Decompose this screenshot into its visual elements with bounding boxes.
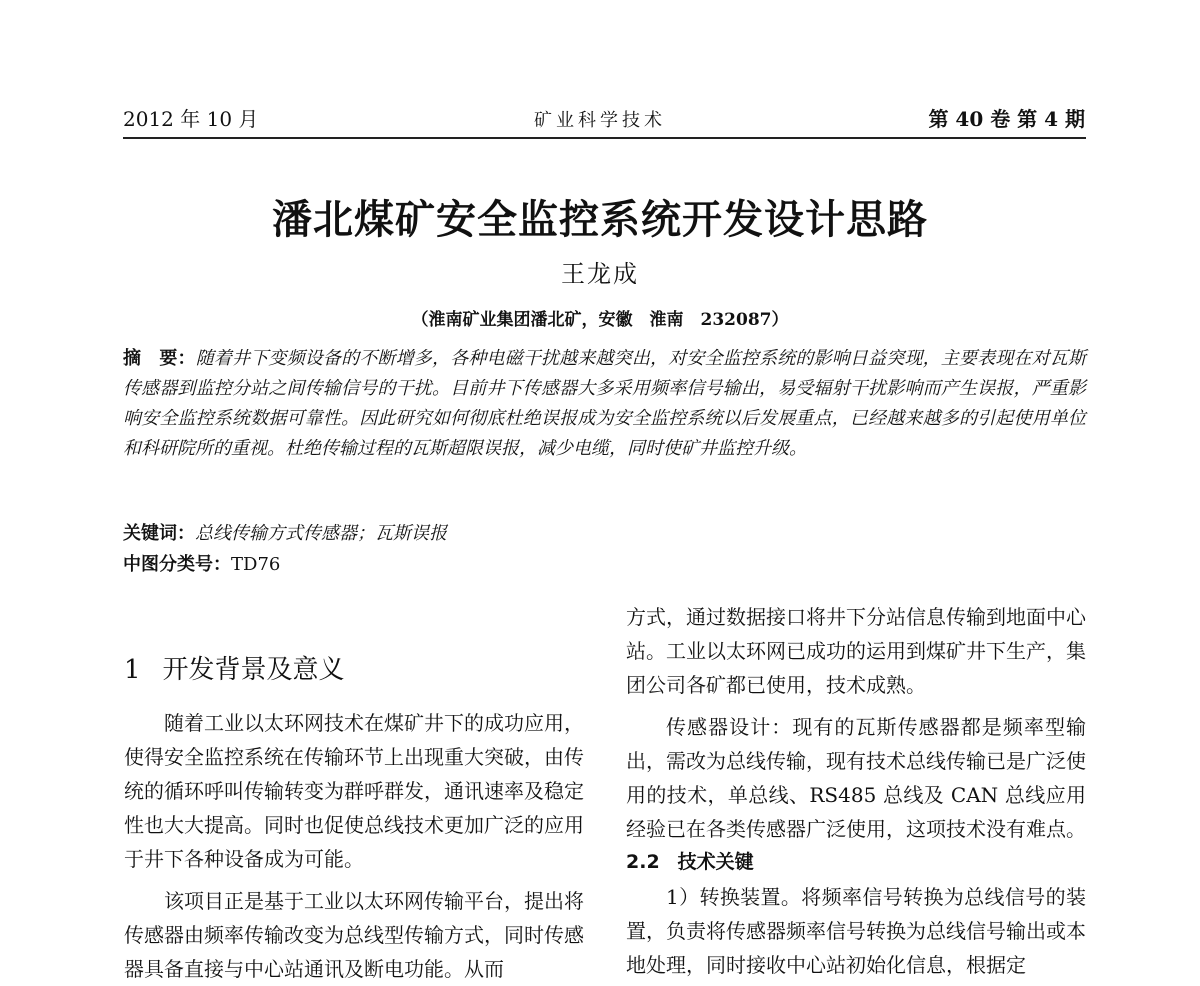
abstract-label: 摘 要：: [123, 348, 196, 369]
classification: [123, 550, 1086, 580]
section-1-number: 1: [124, 655, 141, 685]
left-column: [124, 650, 584, 986]
right-paragraph-1: 传感器设计：现有的瓦斯传感器都是频率型输出，需改为总线传输，现有技术总线传输已是广泛使用的技术，单总线、RS485 总线及 CAN 总线应用经验已在各类传感器广泛使用，这项技术没有难点。: [626, 715, 1086, 841]
keywords-text: 总线传输方式传感器；瓦斯误报: [195, 523, 447, 544]
paper-title: 潘北煤矿安全监控系统开发设计思路: [272, 196, 928, 243]
section-1-heading: [124, 650, 584, 690]
section-2-2-number: 2.2: [626, 851, 660, 873]
left-paragraph-1: 随着工业以太环网技术在煤矿井下的成功应用，使得安全监控系统在传输环节上出现重大突破，由传统的循环呼叫传输转变为群呼群发，通讯速率及稳定性也大大提高。同时也促使总线技术更加广泛的应用于井下各种设备成为可能。: [124, 711, 584, 871]
header-rule: [123, 137, 1086, 139]
classification-label: 中图分类号：: [123, 554, 231, 575]
header-journal: 矿业科学技术: [534, 110, 666, 131]
classification-text: TD76: [231, 554, 281, 575]
header-issue: 第 40 卷 第 4 期: [928, 107, 1085, 131]
right-column: [626, 600, 1086, 982]
keywords: [123, 519, 1086, 549]
left-paragraph-2: 该项目正是基于工业以太环网传输平台，提出将传感器由频率传输改变为总线型传输方式，同时传感器具备直接与中心站通讯及断电功能。从而: [124, 889, 584, 981]
right-paragraph-0: 方式，通过数据接口将井下分站信息传输到地面中心站。工业以太环网已成功的运用到煤矿井下生产，集团公司各矿都已使用，技术成熟。: [626, 605, 1086, 697]
abstract-text: 随着井下变频设备的不断增多，各种电磁干扰越来越突出，对安全监控系统的影响日益突现，主要表现在对瓦斯传感器到监控分站之间传输信号的干扰。目前井下传感器大多采用频率信号输出，易受辐射干扰影响而产生误报，严重影响安全监控系统数据可靠性。因此研究如何彻底杜绝误报成为安全监控系统以后发展重点，已经越来越多的引起使用单位和科研院所的重视。杜绝传输过程的瓦斯超限误报，减少电缆，同时使矿井监控升级。: [123, 348, 1087, 459]
section-2-2-title: 技术关键: [677, 851, 754, 873]
keywords-label: 关键词：: [123, 523, 195, 544]
abstract: [123, 344, 1086, 464]
paper-affiliation: （淮南矿业集团潘北矿，安徽 淮南 232087）: [411, 310, 789, 330]
section-2-2-heading: [626, 846, 1086, 878]
header-date: 2012 年 10 月: [123, 107, 259, 131]
paper-author: 王龙成: [561, 260, 639, 288]
right-paragraph-2: 1）转换装置。将频率信号转换为总线信号的装置，负责将传感器频率信号转换为总线信号输出或本地处理，同时接收中心站初始化信息，根据定: [626, 885, 1086, 977]
section-1-title: 开发背景及意义: [162, 655, 345, 685]
